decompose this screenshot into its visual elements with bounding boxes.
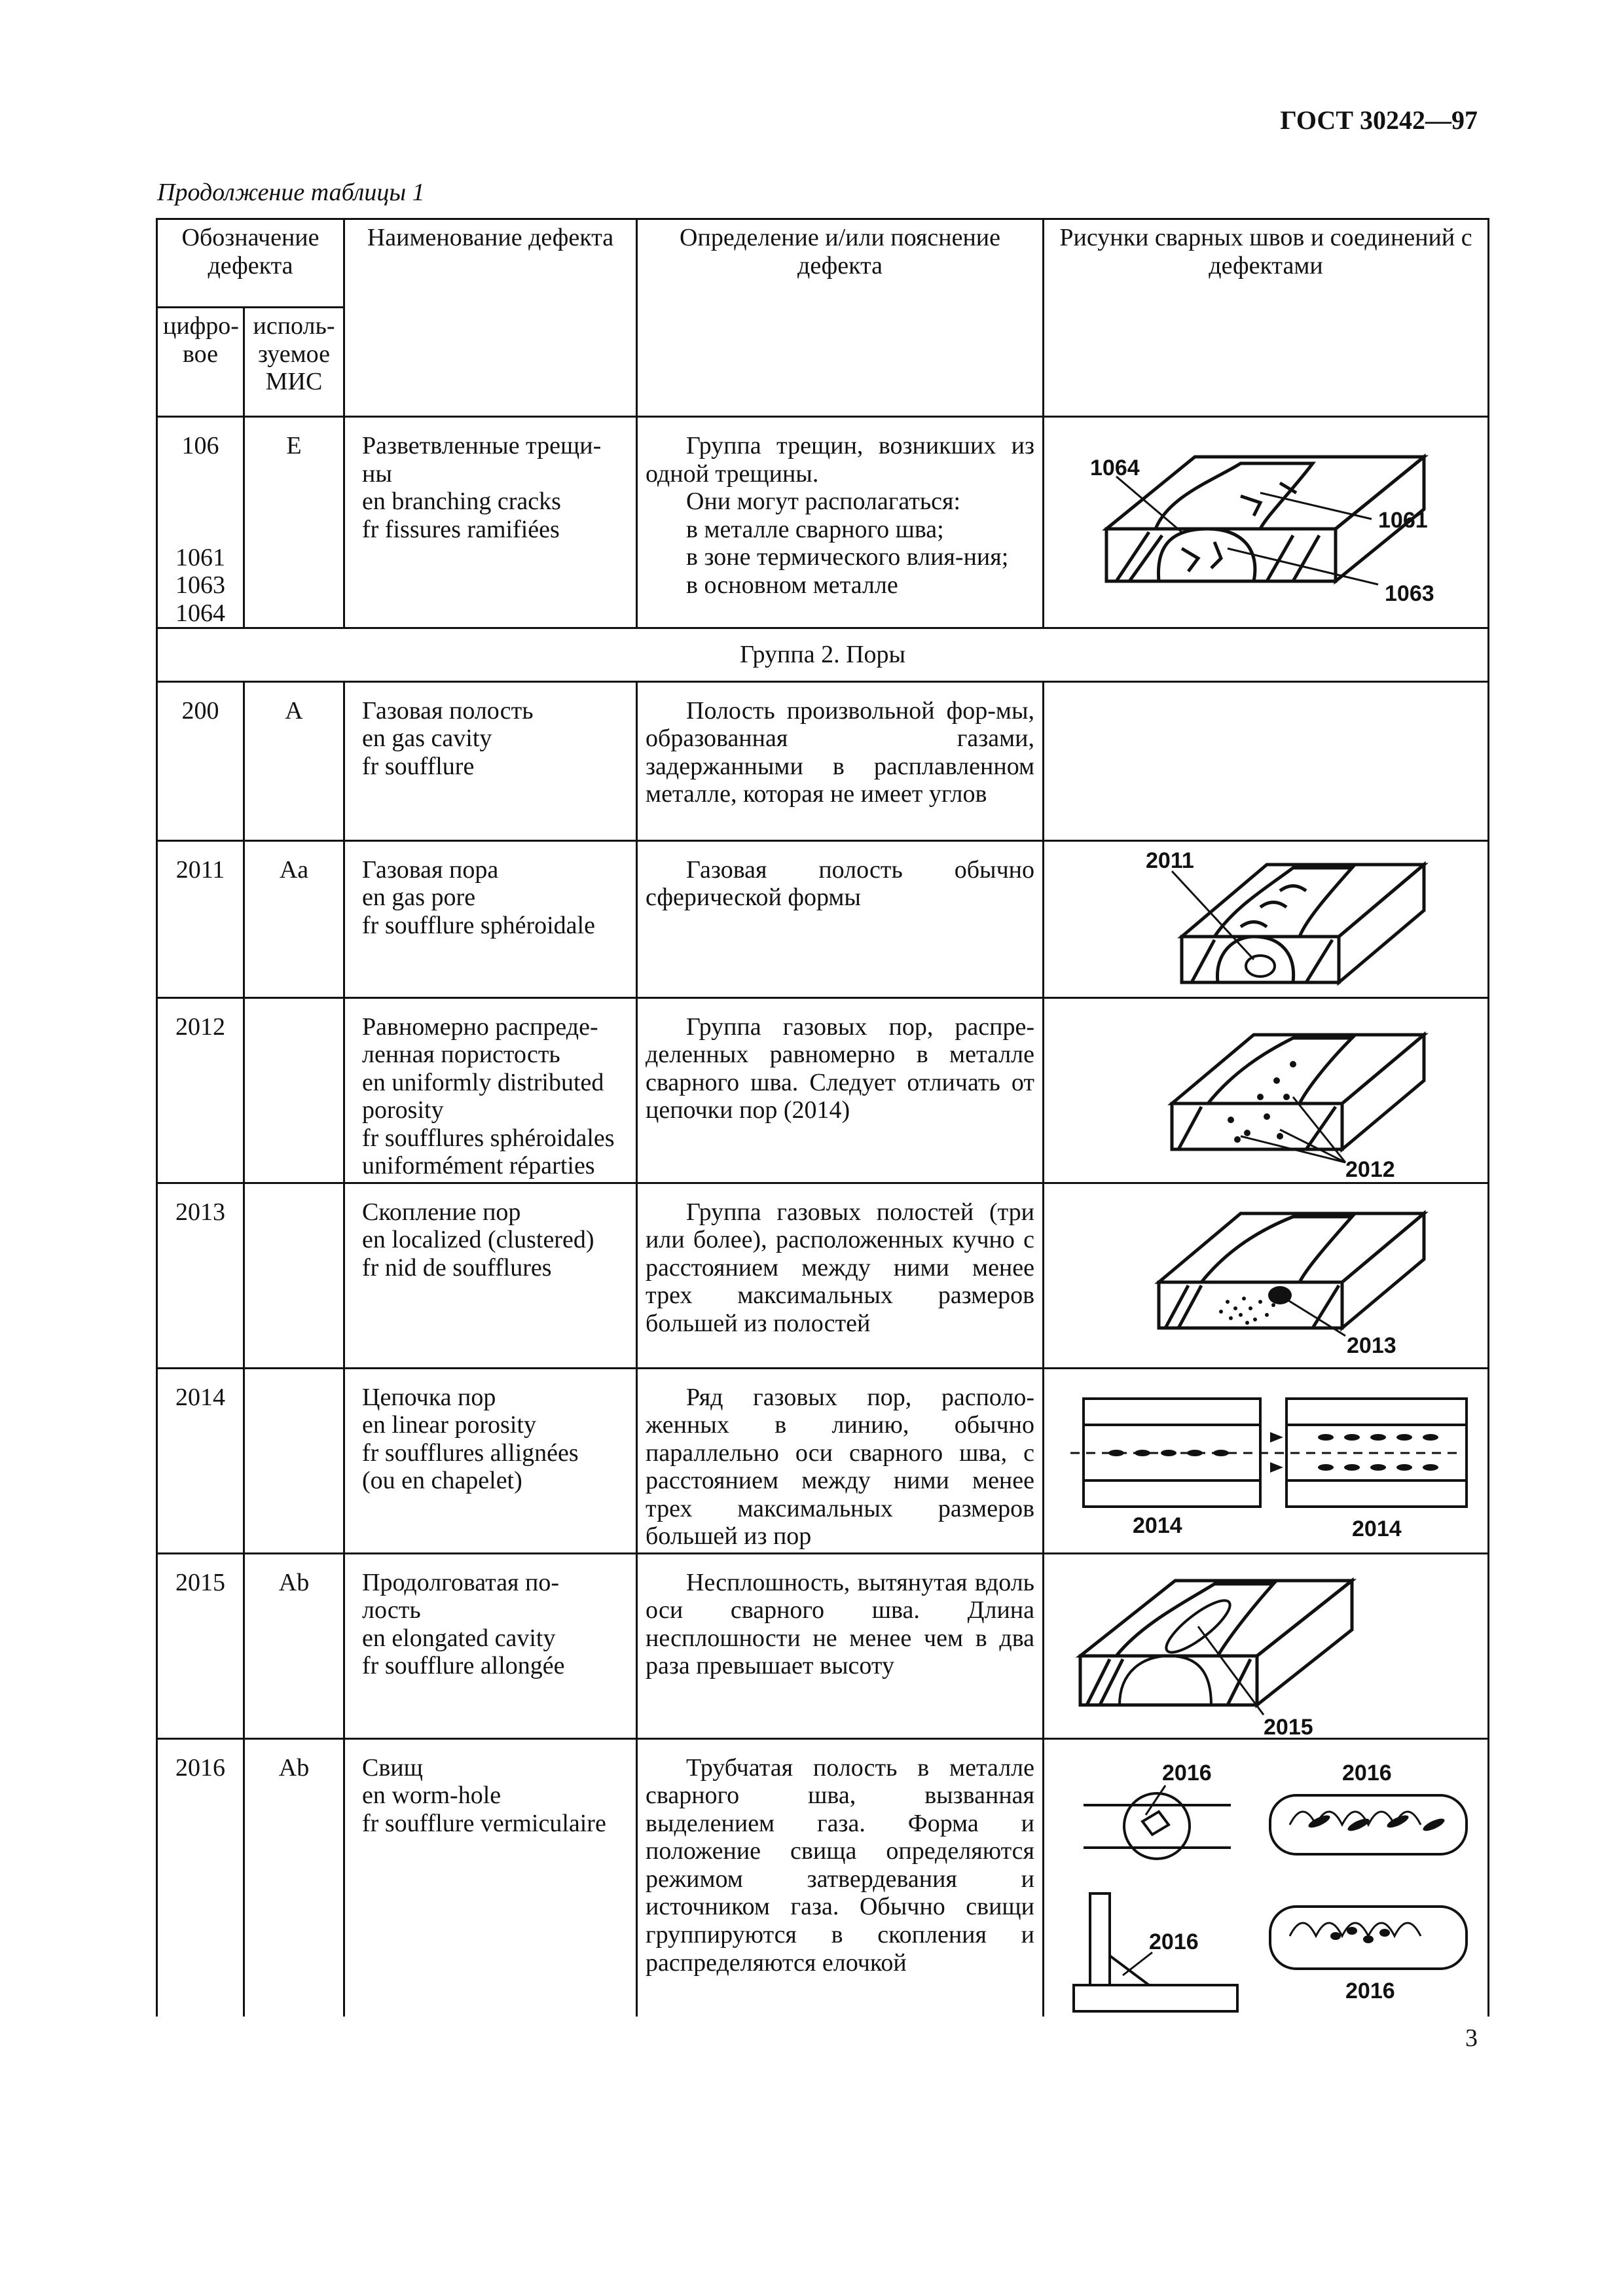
- defect-code: 2015: [157, 1553, 244, 1738]
- name-line: uniformément réparties: [362, 1152, 595, 1180]
- defect-definition: [637, 417, 1044, 628]
- header-drawings: Рисунки сварных швов и соединений с дефектами: [1044, 219, 1489, 417]
- name-line: fr soufflure sphéroidale: [362, 911, 595, 939]
- table-row: [157, 1738, 1489, 2017]
- defect-name: [344, 1738, 637, 2017]
- definition-text: в металле сварного шва;: [686, 515, 944, 543]
- drawing-label: 2013: [1347, 1333, 1396, 1358]
- iiw-code: [244, 1368, 344, 1553]
- definition-text: в основном металле: [686, 571, 898, 599]
- definition-text: в зоне термического влия-ния;: [686, 543, 1009, 571]
- drawing-cell: [1044, 1738, 1489, 2017]
- table-row: [157, 1183, 1489, 1368]
- name-line: en uniformly distributed: [362, 1068, 604, 1096]
- table-row: [157, 840, 1489, 997]
- name-line: Цепочка пор: [362, 1383, 496, 1411]
- defect-code: 2014: [157, 1368, 244, 1553]
- definition-text: Газовая полость обычно сферической формы: [646, 855, 1035, 912]
- defect-code: 2016: [157, 1738, 244, 2017]
- defect-code: 200: [157, 681, 244, 840]
- drawing-cell: [1044, 997, 1489, 1183]
- definition-text: Группа газовых полостей (три или более), расположенных кучно с расстоянием между ними менее трех максимальных размеров большей из полостей: [646, 1198, 1035, 1337]
- name-line: fr soufflure: [362, 752, 475, 780]
- name-line: fr soufflures sphéroidales: [362, 1124, 615, 1152]
- drawing-label: 2014: [1352, 1516, 1402, 1541]
- drawing-label: 1064: [1090, 456, 1140, 480]
- definition-text: Трубчатая полость в металле сварного шва, вызванная выделением газа. Форма и положение свища определяются режимом затвердевания и источником газа. Обычно свищи группируются в скопления и распределяются елочкой: [646, 1753, 1035, 1977]
- drawing-label: 2016: [1149, 1929, 1199, 1954]
- name-line: en worm-hole: [362, 1782, 501, 1810]
- header-iiw: исполь-зуемое МИС: [244, 308, 344, 417]
- name-line: ленная пористость: [362, 1041, 560, 1069]
- defect-name: [344, 681, 637, 840]
- table-continuation-caption: Продолжение таблицы 1: [157, 179, 425, 206]
- header-definition: Определение и/или пояснение дефекта: [637, 219, 1044, 417]
- defect-definition: [637, 681, 1044, 840]
- defect-subcode: 1064: [175, 599, 225, 627]
- iiw-code: A: [244, 681, 344, 840]
- drawing-cell: [1044, 1183, 1489, 1368]
- header-row-1: [157, 219, 1489, 308]
- table-row: [157, 997, 1489, 1183]
- weld-drawing-uniform-porosity: [1044, 999, 1489, 1182]
- defect-code-cell: [157, 417, 244, 628]
- defect-code: 2012: [157, 997, 244, 1183]
- drawing-label: 2016: [1162, 1760, 1212, 1785]
- table-row: [157, 417, 1489, 628]
- table-row: [157, 681, 1489, 840]
- header-digital: цифро-вое: [157, 308, 244, 417]
- name-line: ны: [362, 459, 392, 488]
- name-line: fr soufflures allignées: [362, 1439, 579, 1467]
- drawing-label: 2014: [1133, 1513, 1182, 1538]
- defect-name: [344, 417, 637, 628]
- defect-name: [344, 997, 637, 1183]
- name-line: Скопление пор: [362, 1198, 521, 1226]
- drawing-cell: [1044, 1553, 1489, 1738]
- drawing-label: 2016: [1342, 1760, 1392, 1785]
- table-row: [157, 1553, 1489, 1738]
- table-row: [157, 1368, 1489, 1553]
- group-row: [157, 628, 1489, 682]
- defect-name: [344, 840, 637, 997]
- name-line: Газовая пора: [362, 855, 499, 884]
- header-name: Наименование дефекта: [344, 219, 637, 417]
- drawing-label: 1061: [1378, 508, 1428, 533]
- drawing-label: 2016: [1345, 1978, 1395, 2003]
- name-line: Равномерно распреде-: [362, 1013, 598, 1041]
- name-line: Продолговатая по-: [362, 1568, 560, 1596]
- page-number: 3: [1465, 2024, 1478, 2052]
- name-line: лость: [362, 1596, 421, 1624]
- defect-definition: [637, 1738, 1044, 2017]
- iiw-code: [244, 1183, 344, 1368]
- defect-name: [344, 1553, 637, 1738]
- drawing-cell: [1044, 417, 1489, 628]
- defect-code: 2013: [157, 1183, 244, 1368]
- drawing-cell: [1044, 681, 1489, 840]
- iiw-code: Aa: [244, 840, 344, 997]
- iiw-code: Ab: [244, 1738, 344, 2017]
- name-line: en branching cracks: [362, 488, 561, 516]
- defect-definition: [637, 840, 1044, 997]
- name-line: (ou en chapelet): [362, 1467, 522, 1495]
- drawing-cell: [1044, 840, 1489, 997]
- weld-drawing-linear-porosity: [1044, 1369, 1489, 1552]
- name-line: Свищ: [362, 1753, 423, 1782]
- iiw-code: E: [244, 417, 344, 628]
- defect-definition: [637, 1368, 1044, 1553]
- iiw-code: Ab: [244, 1553, 344, 1738]
- drawing-cell: [1044, 1368, 1489, 1553]
- weld-drawing-gas-pore: [1044, 842, 1489, 997]
- name-line: en gas pore: [362, 884, 476, 912]
- drawing-label: 1063: [1385, 581, 1434, 606]
- defect-definition: [637, 1553, 1044, 1738]
- defect-code: 106: [181, 432, 219, 459]
- name-line: fr soufflure vermiculaire: [362, 1809, 606, 1837]
- defect-name: [344, 1183, 637, 1368]
- definition-text: Полость произвольной фор-мы, образованная газами, задержанными в расплавленном металле, которая не имеет углов: [646, 696, 1035, 808]
- name-line: en elongated cavity: [362, 1624, 556, 1652]
- defect-subcode: 1061: [175, 543, 225, 571]
- definition-text: Группа газовых пор, распре-деленных равномерно в металле сварного шва. Следует отличать от цепочки пор (2014): [646, 1013, 1035, 1124]
- defect-code: 2011: [157, 840, 244, 997]
- group-title: Группа 2. Поры: [157, 628, 1489, 682]
- weld-drawing-worm-hole: [1044, 1740, 1489, 2016]
- name-line: en gas cavity: [362, 725, 492, 753]
- name-line: en linear porosity: [362, 1411, 536, 1439]
- iiw-code: [244, 997, 344, 1183]
- name-line: en localized (clustered): [362, 1226, 594, 1254]
- defect-definition: [637, 997, 1044, 1183]
- header-designation: Обозначение дефекта: [157, 219, 344, 308]
- name-line: fr nid de soufflures: [362, 1253, 552, 1282]
- defect-subcode: 1063: [175, 571, 225, 600]
- defect-name: [344, 1368, 637, 1553]
- weld-drawing-elongated-cavity: [1044, 1554, 1489, 1738]
- name-line: fr fissures ramifiées: [362, 515, 560, 543]
- definition-text: Группа трещин, возникших из одной трещины.: [646, 432, 1035, 488]
- definition-text: Несплошность, вытянутая вдоль оси сварного шва. Длина несплошности не менее чем в два раза превышает высоту: [646, 1568, 1035, 1680]
- weld-drawing-branching-cracks: [1044, 418, 1489, 627]
- definition-text: Ряд газовых пор, располо-женных в линию, обычно параллельно оси сварного шва, с расстоянием между ними менее трех максимальных размеров большей из пор: [646, 1383, 1035, 1551]
- defect-definition: [637, 1183, 1044, 1368]
- drawing-label: 2012: [1345, 1157, 1395, 1182]
- defects-table: [156, 218, 1489, 2017]
- name-line: Разветвленные трещи-: [362, 432, 602, 459]
- definition-text: Они могут располагаться:: [686, 488, 961, 516]
- name-line: fr soufflure allongée: [362, 1652, 565, 1680]
- weld-drawing-clustered-porosity: [1044, 1184, 1489, 1367]
- drawing-label: 2015: [1264, 1714, 1313, 1738]
- name-line: porosity: [362, 1096, 444, 1124]
- name-line: Газовая полость: [362, 696, 534, 725]
- drawing-label: 2011: [1146, 848, 1194, 873]
- document-code: ГОСТ 30242—97: [1280, 105, 1478, 135]
